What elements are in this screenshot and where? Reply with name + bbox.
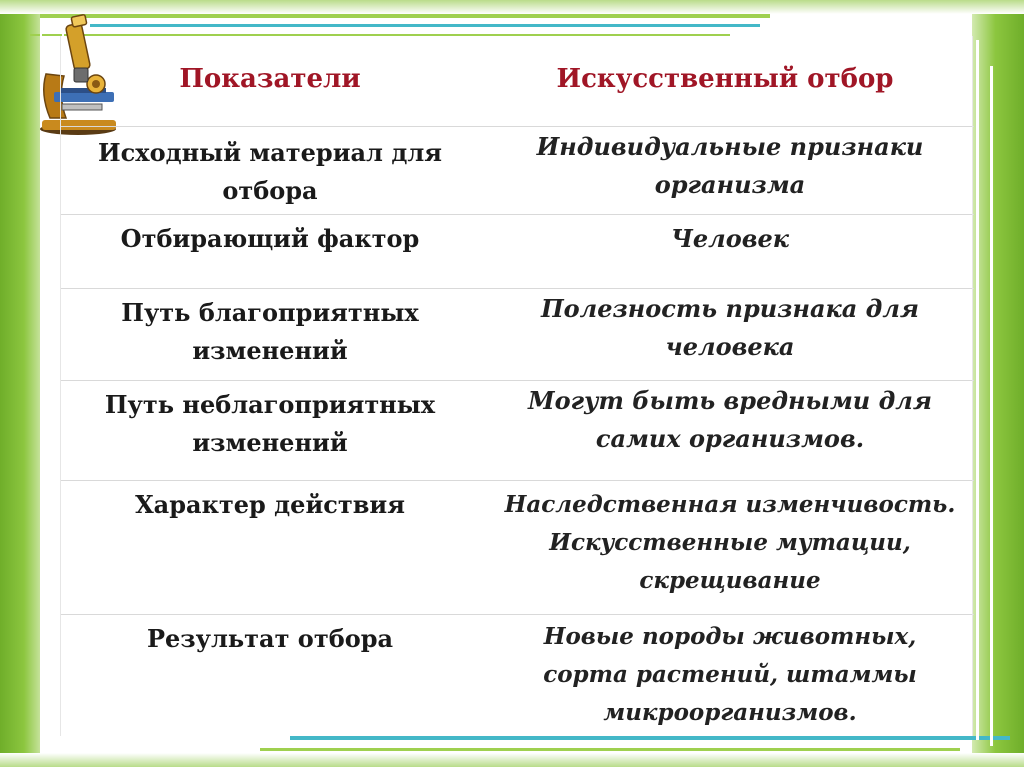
header-artificial-selection: Искусственный отбор	[556, 64, 894, 94]
decor-line	[976, 40, 979, 740]
row-label-selection-result: Результат отбора	[146, 624, 394, 653]
table-row-divider	[60, 288, 974, 289]
row-value-selecting-factor: Человек	[670, 224, 790, 253]
right-frame-stripe	[972, 0, 1024, 767]
row-value-unfavorable-changes: Могут быть вредными для самих организмов.	[528, 386, 932, 453]
decor-line	[90, 24, 760, 27]
row-value-selection-result: Новые породы животных, сорта растений, штаммы микроорганизмов.	[543, 623, 917, 726]
row-label-favorable-changes: Путь благоприятных изменений	[121, 298, 419, 365]
table-col-divider	[60, 36, 61, 736]
decor-line	[260, 748, 960, 751]
row-label-unfavorable-changes: Путь неблагоприятных изменений	[104, 390, 436, 457]
decor-line	[40, 14, 770, 18]
decor-line	[290, 736, 1010, 740]
header-indicators: Показатели	[179, 64, 361, 94]
top-frame-band	[0, 0, 1024, 14]
table-row-divider	[60, 614, 974, 615]
row-label-selecting-factor: Отбирающий фактор	[120, 224, 420, 253]
left-frame-stripe	[0, 0, 40, 767]
row-label-action-character: Характер действия	[135, 490, 405, 519]
table-row-divider	[60, 214, 974, 215]
table-row-divider	[60, 480, 974, 481]
table-col-divider	[972, 36, 973, 736]
comparison-table	[60, 36, 974, 736]
bottom-frame-band	[0, 753, 1024, 767]
row-value-action-character: Наследственная изменчивость. Искусственные мутации, скрещивание	[504, 491, 956, 594]
table-row-divider	[60, 126, 974, 127]
row-value-favorable-changes: Полезность признака для человека	[540, 294, 920, 361]
row-label-source-material: Исходный материал для отбора	[98, 138, 442, 205]
row-value-source-material: Индивидуальные признаки организма	[536, 132, 924, 199]
decor-line	[990, 66, 993, 746]
table-row-divider	[60, 380, 974, 381]
